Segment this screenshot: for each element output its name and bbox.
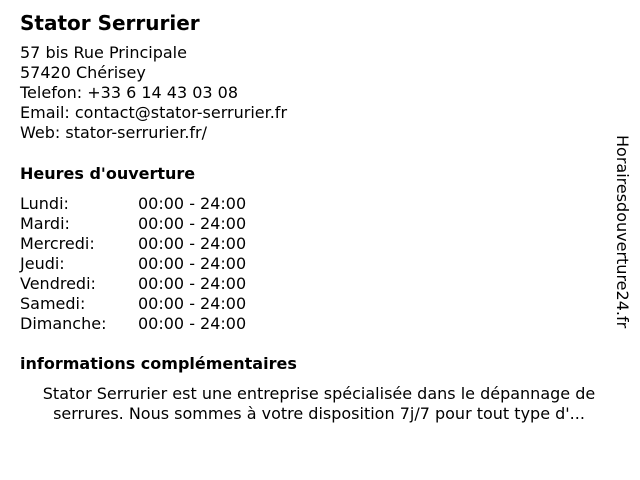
day-label: Vendredi: [20, 274, 96, 293]
time-range: 00:00 - 24:00 [138, 234, 247, 253]
watermark [612, 135, 632, 375]
contact-block [20, 43, 287, 143]
phone-number: Telefon: +33 6 14 43 03 08 [20, 83, 239, 102]
day-label: Samedi: [20, 294, 86, 313]
day-label: Lundi: [20, 194, 69, 213]
hours-row-monday [20, 194, 280, 214]
time-range: 00:00 - 24:00 [138, 294, 247, 313]
business-description: Stator Serrurier est une entreprise spécialisée dans le dépannage de serrures. Nous sommes à votre disposition 7j/7 pour tout type d'... [42, 384, 596, 423]
hours-row-wednesday [20, 234, 280, 254]
time-range: 00:00 - 24:00 [138, 194, 247, 213]
day-label: Jeudi: [20, 254, 65, 273]
day-label: Dimanche: [20, 314, 107, 333]
time-range: 00:00 - 24:00 [138, 214, 247, 233]
hours-table [20, 194, 280, 334]
email-address: Email: contact@stator-serrurier.fr [20, 103, 288, 122]
day-label: Mercredi: [20, 234, 95, 253]
hours-heading: Heures d'ouverture [20, 164, 196, 183]
time-range: 00:00 - 24:00 [138, 274, 247, 293]
time-range: 00:00 - 24:00 [138, 314, 247, 333]
info-heading: informations complémentaires [20, 354, 297, 373]
address-line-2: 57420 Chérisey [20, 63, 146, 82]
hours-row-thursday [20, 254, 280, 274]
hours-row-saturday [20, 294, 280, 314]
day-label: Mardi: [20, 214, 70, 233]
address-line-1: 57 bis Rue Principale [20, 43, 187, 62]
hours-row-tuesday [20, 214, 280, 234]
time-range: 00:00 - 24:00 [138, 254, 247, 273]
business-name: Stator Serrurier [20, 11, 200, 35]
hours-row-friday [20, 274, 280, 294]
hours-row-sunday [20, 314, 280, 334]
website: Web: stator-serrurier.fr/ [20, 123, 208, 142]
watermark-text: Horairesdouverture24.fr [613, 135, 632, 329]
